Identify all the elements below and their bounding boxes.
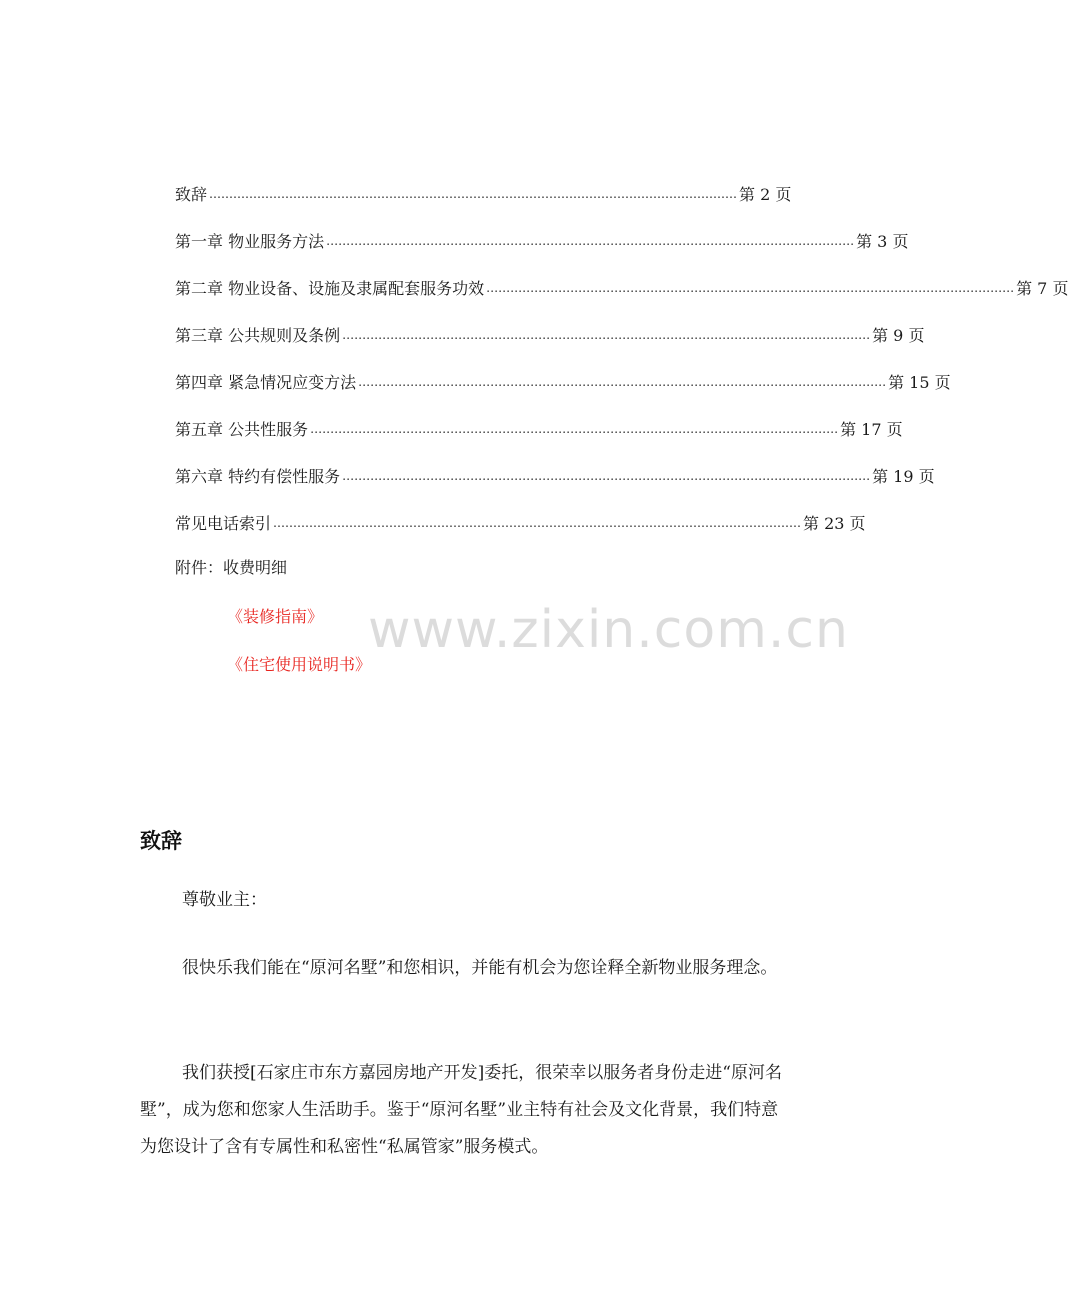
toc-page-number: 第 7 页	[1016, 279, 1068, 298]
toc-page-number: 第 2 页	[739, 185, 792, 204]
toc-leader-dots: ……………………………………………………………………………………………………………………	[342, 468, 871, 483]
toc-row[interactable]	[175, 405, 903, 452]
toc-row[interactable]	[175, 452, 935, 499]
toc-entry-title: 第四章 紧急情况应变方法	[175, 373, 357, 392]
toc-leader-dots: ……………………………………………………………………………………………………………………	[342, 327, 871, 342]
toc-page-number: 第 17 页	[840, 420, 903, 439]
attachment-item-decoration-guide[interactable]: 《装修指南》	[227, 607, 324, 626]
salutation: 尊敬业主：	[182, 890, 267, 910]
toc-leader-dots: ……………………………………………………………………………………………………………………	[326, 233, 855, 248]
watermark: www.zixin.com.cn	[368, 600, 849, 660]
toc-page-number: 第 23 页	[803, 514, 866, 533]
toc-entry-title: 第一章 物业服务方法	[175, 232, 325, 251]
attachment-item-residence-manual[interactable]: 《住宅使用说明书》	[227, 655, 372, 674]
body-paragraph: 我们获授[石家庄市东方嘉园房地产开发]委托，很荣幸以服务者身份走进“原河名墅”，成为您和您家人生活助手。鉴于“原河名墅”业主特有社会及文化背景，我们特意为您设计了含有专属性和私密性“私属管家”服务模式。	[140, 1063, 782, 1157]
toc-row[interactable]	[175, 170, 792, 217]
toc-entry-title: 第六章 特约有偿性服务	[175, 467, 341, 486]
toc-leader-dots: ……………………………………………………………………………………………………………………	[358, 374, 887, 389]
toc-leader-dots: ……………………………………………………………………………………………………………………	[273, 515, 802, 530]
toc-page-number: 第 9 页	[872, 326, 925, 345]
toc-page-number: 第 15 页	[888, 373, 951, 392]
toc-leader-dots: ……………………………………………………………………………………………………………………	[310, 421, 839, 436]
toc-leader-dots: ……………………………………………………………………………………………………………………	[486, 280, 1015, 295]
toc-page-number: 第 19 页	[872, 467, 935, 486]
toc-row[interactable]	[175, 499, 866, 546]
toc-entry-title: 第五章 公共性服务	[175, 420, 309, 439]
toc-entry-title: 致辞	[175, 185, 208, 204]
toc-page-number: 第 3 页	[856, 232, 909, 251]
toc-leader-dots: ……………………………………………………………………………………………………………………	[209, 186, 738, 201]
toc-row[interactable]	[175, 311, 925, 358]
section-heading: 致辞	[140, 829, 182, 853]
table-of-contents	[175, 170, 1068, 546]
toc-entry-title: 第三章 公共规则及条例	[175, 326, 341, 345]
toc-entry-title: 常见电话索引	[175, 514, 272, 533]
toc-row[interactable]	[175, 217, 909, 264]
toc-entry-title: 第二章 物业设备、设施及隶属配套服务功效	[175, 279, 485, 298]
body-paragraph: 很快乐我们能在“原河名墅”和您相识，并能有机会为您诠释全新物业服务理念。	[182, 958, 778, 978]
attachment-label: 附件：收费明细	[175, 558, 288, 577]
toc-row[interactable]	[175, 358, 951, 405]
toc-row[interactable]	[175, 264, 1068, 311]
